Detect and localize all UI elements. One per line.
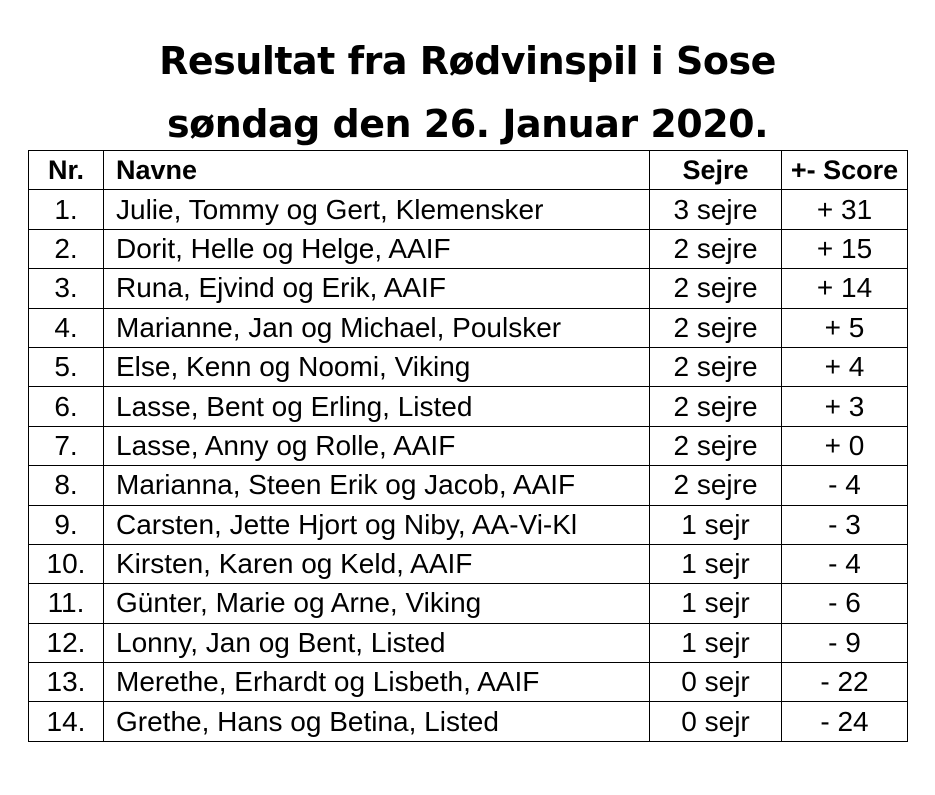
team-name-cell: Lasse, Anny og Rolle, AAIF [104, 426, 650, 465]
score-cell: + 5 [782, 308, 908, 347]
table-row [29, 347, 908, 386]
rank-cell: 10. [29, 544, 104, 583]
page-subtitle-date: søndag den 26. Januar 2020. [166, 102, 769, 146]
wins-cell: 2 sejre [650, 347, 782, 386]
rank-cell: 6. [29, 387, 104, 426]
header-nr: Nr. [29, 151, 104, 190]
rank-cell: 14. [29, 702, 104, 741]
score-cell: - 9 [782, 623, 908, 662]
team-name-cell: Lasse, Bent og Erling, Listed [104, 387, 650, 426]
rank-cell: 12. [29, 623, 104, 662]
score-cell: - 24 [782, 702, 908, 741]
header-wins: Sejre [650, 151, 782, 190]
rank-cell: 8. [29, 466, 104, 505]
table-row [29, 229, 908, 268]
wins-cell: 1 sejr [650, 505, 782, 544]
table-row [29, 190, 908, 229]
table-row [29, 623, 908, 662]
table-row [29, 663, 908, 702]
score-cell: - 22 [782, 663, 908, 702]
score-cell: - 4 [782, 466, 908, 505]
header-name: Navne [104, 151, 650, 190]
score-cell: + 0 [782, 426, 908, 465]
score-cell: - 6 [782, 584, 908, 623]
table-row [29, 308, 908, 347]
header-score: +- Score [782, 151, 908, 190]
team-name-cell: Marianna, Steen Erik og Jacob, AAIF [104, 466, 650, 505]
score-cell: - 3 [782, 505, 908, 544]
wins-cell: 2 sejre [650, 426, 782, 465]
team-name-cell: Else, Kenn og Noomi, Viking [104, 347, 650, 386]
table-row [29, 269, 908, 308]
rank-cell: 3. [29, 269, 104, 308]
wins-cell: 1 sejr [650, 584, 782, 623]
score-cell: - 4 [782, 544, 908, 583]
wins-cell: 3 sejre [650, 190, 782, 229]
header-row [29, 151, 908, 190]
team-name-cell: Julie, Tommy og Gert, Klemensker [104, 190, 650, 229]
score-cell: + 15 [782, 229, 908, 268]
rank-cell: 7. [29, 426, 104, 465]
team-name-cell: Günter, Marie og Arne, Viking [104, 584, 650, 623]
wins-cell: 2 sejre [650, 387, 782, 426]
score-cell: + 3 [782, 387, 908, 426]
table-row [29, 426, 908, 465]
wins-cell: 0 sejr [650, 663, 782, 702]
wins-cell: 1 sejr [650, 544, 782, 583]
table-row [29, 387, 908, 426]
team-name-cell: Grethe, Hans og Betina, Listed [104, 702, 650, 741]
team-name-cell: Merethe, Erhardt og Lisbeth, AAIF [104, 663, 650, 702]
table-row [29, 505, 908, 544]
table-row [29, 584, 908, 623]
team-name-cell: Kirsten, Karen og Keld, AAIF [104, 544, 650, 583]
score-cell: + 14 [782, 269, 908, 308]
rank-cell: 4. [29, 308, 104, 347]
wins-cell: 0 sejr [650, 702, 782, 741]
team-name-cell: Lonny, Jan og Bent, Listed [104, 623, 650, 662]
team-name-cell: Carsten, Jette Hjort og Niby, AA-Vi-Kl [104, 505, 650, 544]
wins-cell: 2 sejre [650, 229, 782, 268]
table-row [29, 544, 908, 583]
page-title: Resultat fra Rødvinspil i Sose [159, 39, 776, 83]
score-cell: + 31 [782, 190, 908, 229]
rank-cell: 5. [29, 347, 104, 386]
team-name-cell: Runa, Ejvind og Erik, AAIF [104, 269, 650, 308]
team-name-cell: Dorit, Helle og Helge, AAIF [104, 229, 650, 268]
wins-cell: 2 sejre [650, 308, 782, 347]
rank-cell: 2. [29, 229, 104, 268]
wins-cell: 2 sejre [650, 269, 782, 308]
rank-cell: 13. [29, 663, 104, 702]
rank-cell: 11. [29, 584, 104, 623]
table-row [29, 702, 908, 741]
score-cell: + 4 [782, 347, 908, 386]
rank-cell: 9. [29, 505, 104, 544]
table-row [29, 466, 908, 505]
wins-cell: 1 sejr [650, 623, 782, 662]
rank-cell: 1. [29, 190, 104, 229]
results-table [28, 150, 908, 742]
wins-cell: 2 sejre [650, 466, 782, 505]
team-name-cell: Marianne, Jan og Michael, Poulsker [104, 308, 650, 347]
